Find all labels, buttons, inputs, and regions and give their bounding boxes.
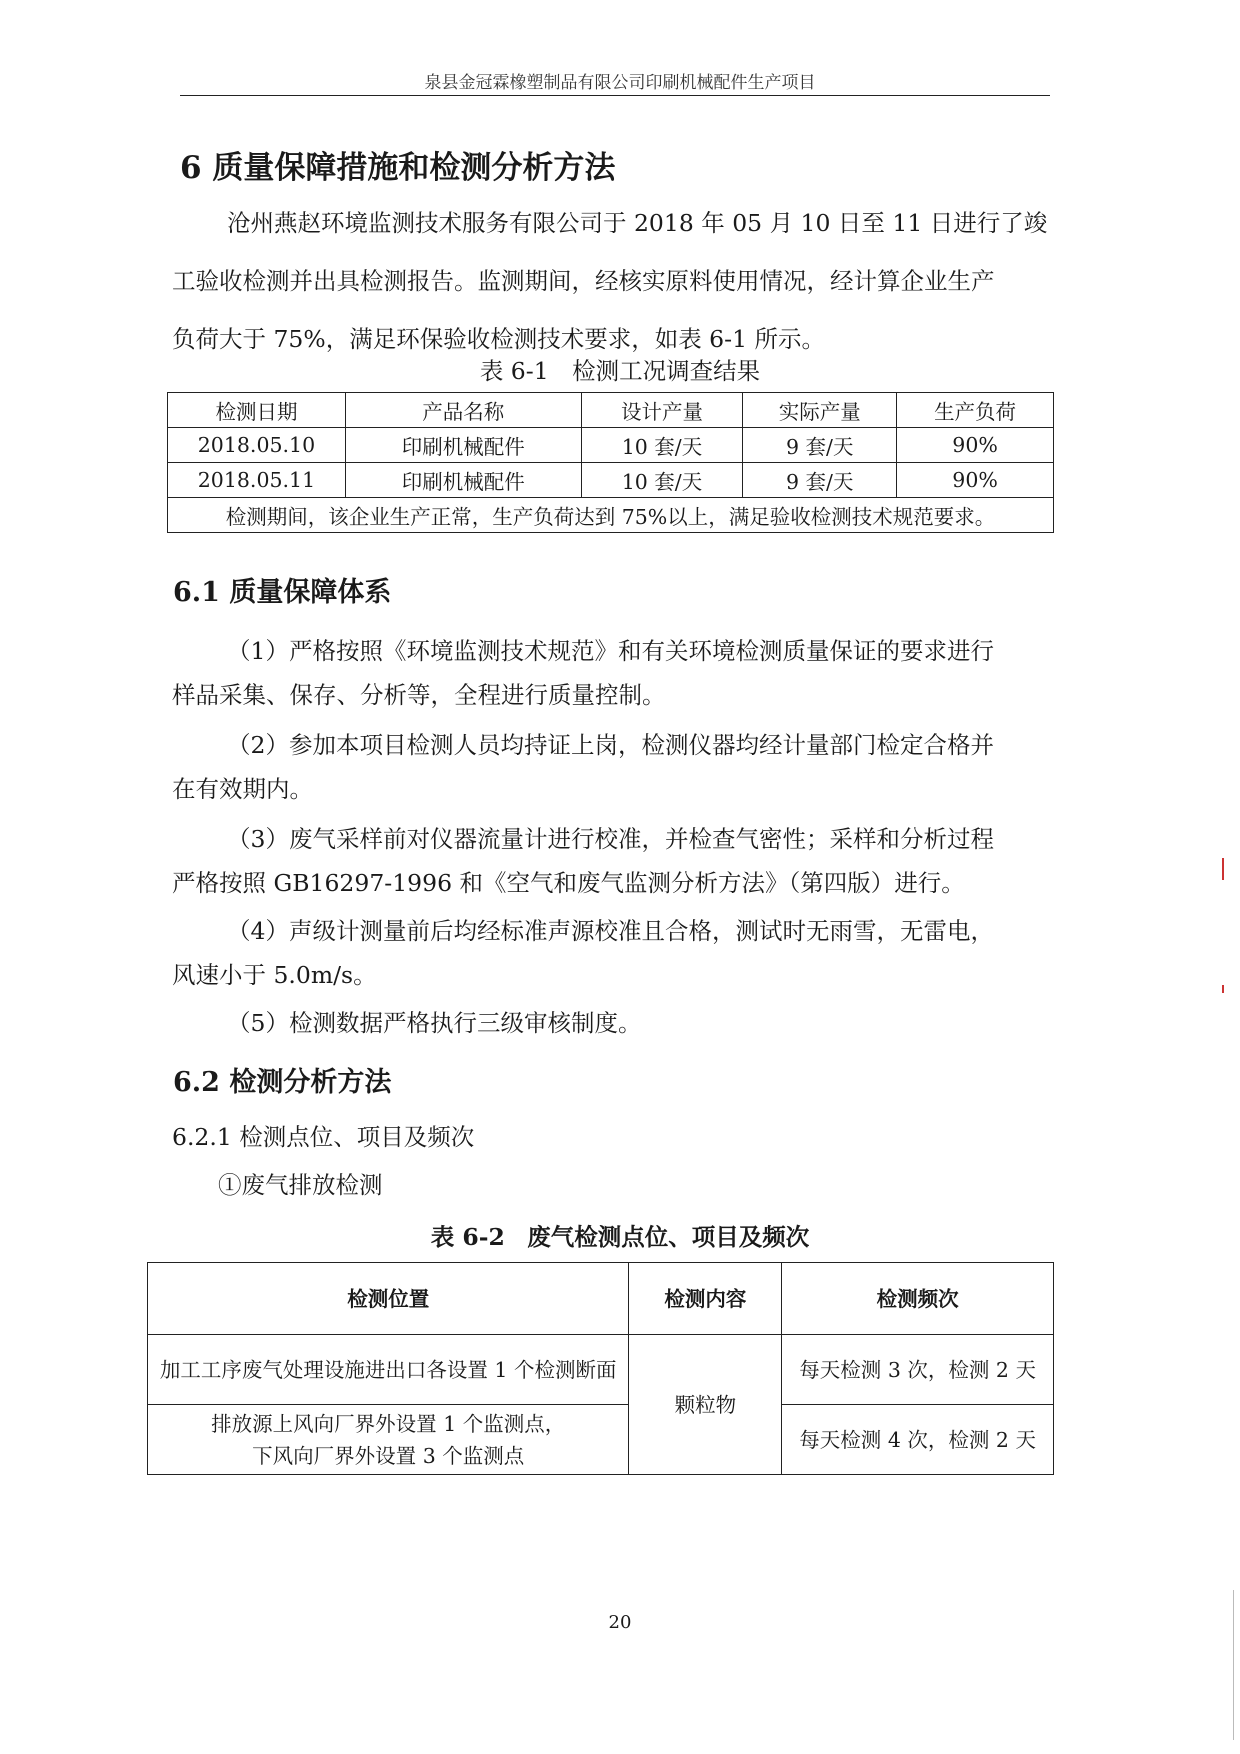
table-header-row <box>168 393 1054 428</box>
scan-mark <box>1222 858 1224 880</box>
table-6-2-caption <box>0 1218 1240 1252</box>
quality-item-4-line-1: （4）声级计测量前后均经标准声源校准且合格，测试时无雨雪，无雷电， <box>227 917 994 945</box>
quality-item-5: （5）检测数据严格执行三级审核制度。 <box>227 1009 642 1037</box>
scan-mark <box>1222 985 1224 993</box>
section-6-1-heading: 6.1 质量保障体系 <box>173 577 392 608</box>
table-header-cell: 产品名称 <box>345 393 581 428</box>
table-cell: 10 套/天 <box>581 463 743 498</box>
section-6-2-heading: 6.2 检测分析方法 <box>173 1067 392 1098</box>
table-row <box>168 428 1054 463</box>
page-header-title: 泉县金冠霖橡塑制品有限公司印刷机械配件生产项目 <box>424 73 816 93</box>
table-cell: 9 套/天 <box>743 463 897 498</box>
table-cell: 9 套/天 <box>743 428 897 463</box>
scan-edge-line <box>1233 1590 1234 1740</box>
table-6-1-caption: 表 6-1 检测工况调查结果 <box>479 357 761 385</box>
table-cell: 颗粒物 <box>629 1335 782 1475</box>
table-header-cell: 实际产量 <box>743 393 897 428</box>
section-6-para-line-3: 负荷大于 75%，满足环保验收检测技术要求，如表 6-1 所示。 <box>172 325 825 353</box>
table-note-row <box>168 498 1054 533</box>
header-rule <box>180 95 1050 96</box>
quality-item-2-line-1: （2）参加本项目检测人员均持证上岗，检测仪器均经计量部门检定合格并 <box>227 731 994 759</box>
table-cell: 每天检测 3 次，检测 2 天 <box>782 1335 1054 1405</box>
table-cell: 2018.05.10 <box>168 428 346 463</box>
table-header-cell: 设计产量 <box>581 393 743 428</box>
table-6-2-caption-text: 废气检测点位、项目及频次 <box>527 1223 810 1251</box>
quality-item-1-line-1: （1）严格按照《环境监测技术规范》和有关环境检测质量保证的要求进行 <box>227 637 994 665</box>
section-6-para-line-2: 工验收检测并出具检测报告。监测期间，经核实原料使用情况，经计算企业生产 <box>172 267 995 295</box>
table-cell: 每天检测 4 次，检测 2 天 <box>782 1405 1054 1475</box>
table-cell: 90% <box>897 428 1054 463</box>
table-cell: 90% <box>897 463 1054 498</box>
quality-item-3-line-1: （3）废气采样前对仪器流量计进行校准，并检查气密性；采样和分析过程 <box>227 825 994 853</box>
quality-item-4-line-2: 风速小于 5.0m/s。 <box>172 961 377 989</box>
page-number: 20 <box>608 1612 632 1633</box>
table-cell-line: 排放源上风向厂界外设置 1 个监测点， <box>211 1411 566 1436</box>
section-6-para-line-1: 沧州燕赵环境监测技术服务有限公司于 2018 年 05 月 10 日至 11 日进行了竣 <box>227 209 1048 237</box>
table-header-cell: 检测日期 <box>168 393 346 428</box>
table-6-2 <box>147 1262 1054 1475</box>
table-header-cell: 检测位置 <box>148 1263 629 1335</box>
table-cell: 加工工序废气处理设施进出口各设置 1 个检测断面 <box>148 1335 629 1405</box>
table-header-cell: 检测频次 <box>782 1263 1054 1335</box>
table-cell: 10 套/天 <box>581 428 743 463</box>
quality-item-2-line-2: 在有效期内。 <box>172 775 313 803</box>
quality-item-3-line-2: 严格按照 GB16297-1996 和《空气和废气监测分析方法》（第四版）进行。 <box>172 869 965 897</box>
table-cell: 印刷机械配件 <box>345 428 581 463</box>
section-6-2-1-heading: 6.2.1 检测点位、项目及频次 <box>172 1123 475 1151</box>
table-note: 检测期间，该企业生产正常，生产负荷达到 75%以上，满足验收检测技术规范要求。 <box>168 498 1054 533</box>
table-row <box>148 1335 1054 1405</box>
table-6-2-caption-number: 表 6-2 <box>430 1223 505 1251</box>
quality-item-1-line-2: 样品采集、保存、分析等，全程进行质量控制。 <box>172 681 666 709</box>
table-6-1 <box>167 392 1054 533</box>
table-row <box>168 463 1054 498</box>
table-row <box>148 1405 1054 1475</box>
section-6-heading: 6 质量保障措施和检测分析方法 <box>180 150 616 186</box>
table-header-cell: 生产负荷 <box>897 393 1054 428</box>
exhaust-detection-item: ①废气排放检测 <box>218 1171 383 1199</box>
table-cell: 2018.05.11 <box>168 463 346 498</box>
table-header-row <box>148 1263 1054 1335</box>
table-cell <box>148 1405 629 1475</box>
table-header-cell: 检测内容 <box>629 1263 782 1335</box>
table-cell-line: 下风向厂界外设置 3 个监测点 <box>252 1443 525 1468</box>
table-cell: 印刷机械配件 <box>345 463 581 498</box>
